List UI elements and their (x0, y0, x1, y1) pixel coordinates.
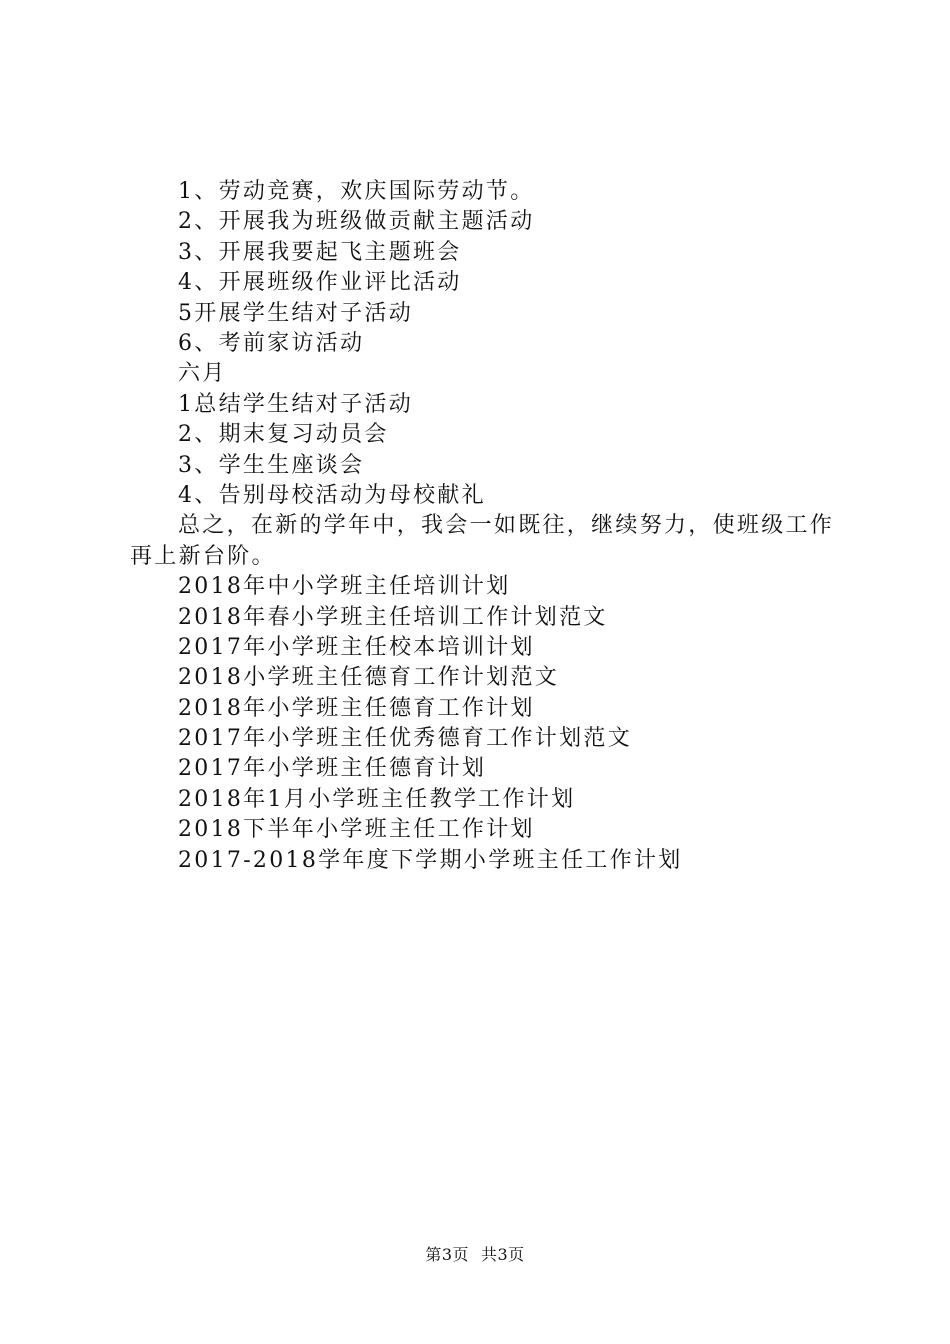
june-item-2: 2、期末复习动员会 (178, 422, 389, 448)
may-item-2: 2、开展我为班级做贡献主题活动 (178, 209, 535, 235)
related-title-3: 2017年小学班主任校本培训计划 (178, 634, 535, 660)
related-title-10: 2017-2018学年度下学期小学班主任工作计划 (178, 847, 683, 873)
june-item-3: 3、学生生座谈会 (178, 452, 365, 478)
document-body (130, 177, 840, 876)
may-item-1: 1、劳动竞赛，欢庆国际劳动节。 (178, 179, 535, 204)
may-item-3: 3、开展我要起飞主题班会 (178, 239, 462, 265)
may-item-4: 4、开展班级作业评比活动 (178, 270, 462, 296)
related-title-8: 2018年1月小学班主任教学工作计划 (178, 786, 576, 812)
related-title-5: 2018年小学班主任德育工作计划 (178, 695, 535, 721)
may-item-5: 5开展学生结对子活动 (178, 300, 413, 326)
june-item-1: 1总结学生结对子活动 (178, 391, 413, 417)
related-title-2: 2018年春小学班主任培训工作计划范文 (178, 604, 608, 630)
may-item-6: 6、考前家访活动 (178, 330, 365, 356)
related-title-4: 2018小学班主任德育工作计划范文 (178, 665, 560, 691)
page-total: 共3页 (481, 1245, 525, 1264)
related-title-9: 2018下半年小学班主任工作计划 (178, 817, 535, 843)
related-title-1: 2018年中小学班主任培训计划 (178, 574, 511, 600)
page-number: 第3页 (425, 1245, 469, 1264)
conclusion-paragraph: 总之，在新的学年中，我会一如既往，继续努力，使班级工作再上新台阶。 (130, 513, 835, 569)
june-heading: 六月 (178, 361, 227, 387)
related-title-6: 2017年小学班主任优秀德育工作计划范文 (178, 726, 632, 752)
related-title-7: 2017年小学班主任德育计划 (178, 756, 487, 782)
june-item-4: 4、告别母校活动为母校献礼 (178, 482, 486, 508)
page-footer (0, 1245, 950, 1265)
